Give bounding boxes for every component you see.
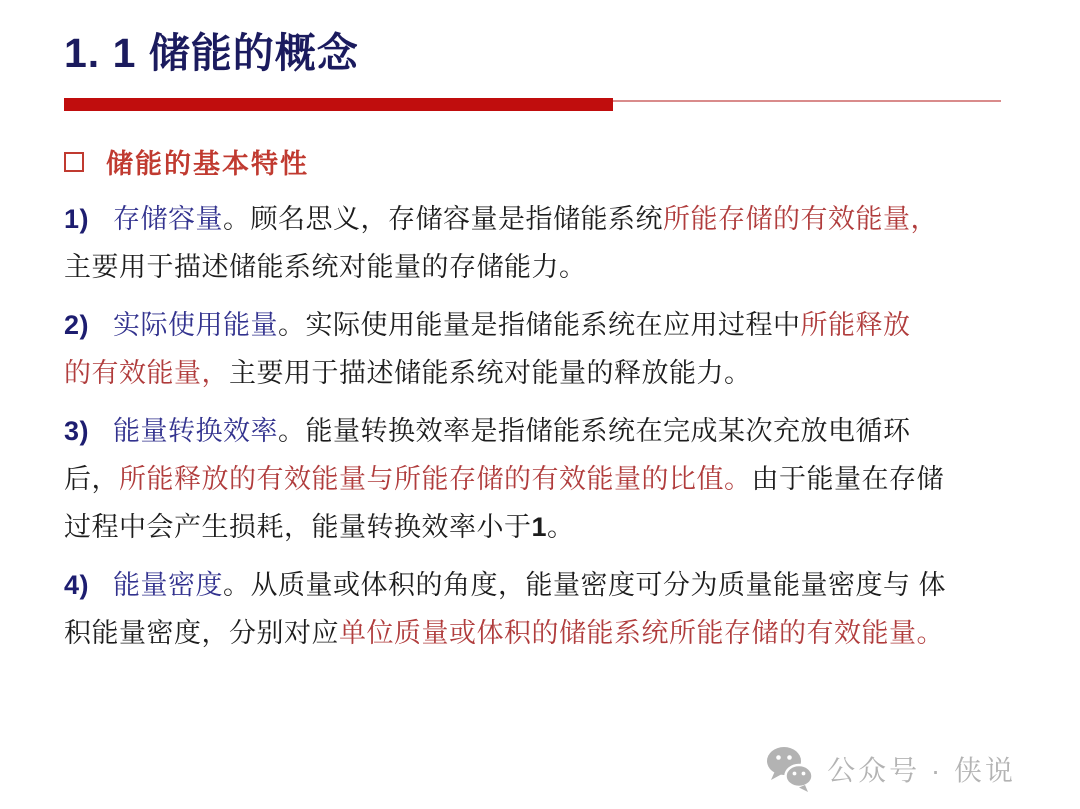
text-line	[64, 407, 1044, 455]
text-run: 。实际使用能量是指储能系统在应用过程中	[278, 310, 801, 340]
text-run: 。	[547, 512, 575, 542]
watermark	[765, 745, 1016, 793]
paragraph-number: 1)	[64, 204, 90, 234]
page-title: 1. 1 储能的概念	[64, 30, 359, 76]
text-run: 实际使用能量	[113, 310, 279, 340]
section-heading-label: 储能的基本特性	[106, 149, 309, 179]
text-run: 。能量转换效率是指储能系统在完成某次充放电循环	[278, 416, 911, 446]
text-run: 1	[531, 512, 548, 542]
watermark-label: 公众号 · 侠说	[827, 755, 1016, 786]
square-bullet-icon	[64, 152, 84, 172]
paragraph-number: 4)	[64, 570, 90, 600]
text-run: 。从质量或体积的角度，能量密度可分为质量能量密度与 体	[223, 570, 947, 600]
text-run: 过程中会产生损耗，能量转换效率小于	[64, 512, 532, 542]
text-line	[64, 349, 1044, 397]
text-run: 单位质量或体积的储能系统所能存储的有效能量。	[339, 618, 944, 648]
section-heading	[64, 142, 309, 181]
body-paragraphs	[64, 195, 1044, 667]
text-run: 能量转换效率	[113, 416, 279, 446]
text-line	[64, 561, 1044, 609]
text-line	[64, 609, 1044, 657]
divider-thin-line	[613, 100, 1001, 102]
text-run: 所能释放	[800, 310, 911, 340]
text-run: 主要用于描述储能系统对能量的存储能力。	[64, 252, 587, 282]
paragraph	[64, 195, 1044, 291]
divider-thick-bar	[64, 98, 613, 111]
paragraph	[64, 407, 1044, 551]
title-divider	[64, 98, 1001, 112]
wechat-icon	[765, 745, 815, 793]
text-run: 积能量密度，分别对应	[64, 618, 339, 648]
text-line	[64, 455, 1044, 503]
text-run: 。顾名思义，存储容量是指储能系统	[223, 204, 664, 234]
text-run: 的有效能量，	[64, 358, 229, 388]
text-run: 能量密度	[113, 570, 224, 600]
paragraph-number: 2)	[64, 310, 90, 340]
text-run: 所能存储的有效能量，	[663, 204, 939, 234]
paragraph-number: 3)	[64, 416, 90, 446]
text-run: 存储容量	[113, 204, 224, 234]
text-line	[64, 195, 1044, 243]
paragraph	[64, 301, 1044, 397]
text-line	[64, 301, 1044, 349]
text-run: 主要用于描述储能系统对能量的释放能力。	[229, 358, 752, 388]
text-run: 由于能量在存储	[751, 464, 944, 494]
paragraph	[64, 561, 1044, 657]
text-run: 后，	[64, 464, 119, 494]
text-line	[64, 243, 1044, 291]
text-line	[64, 503, 1044, 551]
text-run: 所能释放的有效能量与所能存储的有效能量的比值。	[119, 464, 752, 494]
